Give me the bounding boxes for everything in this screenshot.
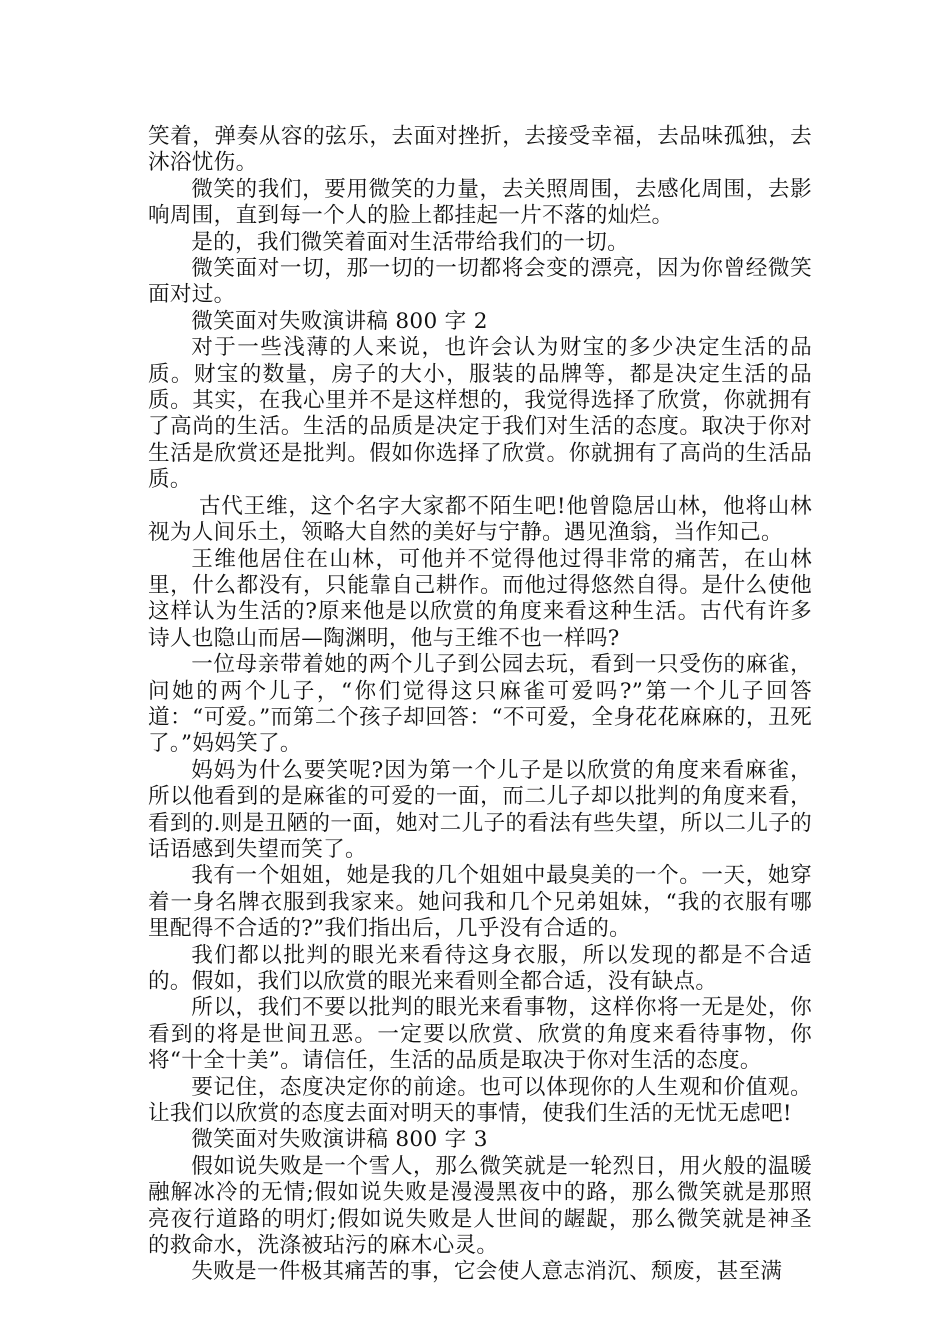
paragraph: 是的，我们微笑着面对生活带给我们的一切。 [191, 229, 630, 255]
document-body [148, 124, 812, 1286]
paragraph: 我有一个姐姐，她是我的几个姐姐中最臭美的一个。一天，她穿着一身名牌衣服到我家来。她问我和几个兄弟姐妹，“我的衣服有哪里配得不合适的?”我们指出后，几乎没有合适的。 [148, 863, 812, 942]
paragraph: 所以，我们不要以批判的眼光来看事物，这样你将一无是处，你看到的将是世间丑恶。一定要以欣赏、欣赏的角度来看待事物，你将“十全十美”。请信任，生活的品质是取决于你对生活的态度。 [148, 995, 812, 1074]
paragraph: 我们都以批判的眼光来看待这身衣服，所以发现的都是不合适的。假如，我们以欣赏的眼光来看则全都合适，没有缺点。 [148, 942, 812, 994]
paragraph: 假如说失败是一个雪人，那么微笑就是一轮烈日，用火般的温暖融解冰冷的无情;假如说失败是漫漫黑夜中的路，那么微笑就是那照亮夜行道路的明灯;假如说失败是人世间的龌龊，那么微笑就是神圣的救命水，洗涤被玷污的麻木心灵。 [148, 1153, 812, 1259]
paragraph: 失败是一件极其痛苦的事，它会使人意志消沉、颓废，甚至满 [191, 1259, 783, 1285]
paragraph: 王维他居住在山林，可他并不觉得他过得非常的痛苦，在山林里，什么都没有，只能靠自己耕作。而他过得悠然自得。是什么使他这样认为生活的?原来他是以欣赏的角度来看这种生活。古代有许多诗人也隐山而居—陶渊明，他与王维不也一样吗? [148, 546, 812, 651]
section-heading: 微笑面对失败演讲稿 800 字 2 [191, 308, 488, 334]
paragraph: 要记住，态度决定你的前途。也可以体现你的人生观和价值观。让我们以欣赏的态度去面对明天的事情，使我们生活的无忧无虑吧! [148, 1074, 812, 1127]
paragraph: 古代王维，这个名字大家都不陌生吧!他曾隐居山林，他将山林视为人间乐土，领略大自然的美好与宁静。遇见渔翁，当作知己。 [148, 493, 812, 546]
paragraph-continuation: 笑着，弹奏从容的弦乐，去面对挫折，去接受幸福，去品味孤独，去沐浴忧伤。 [148, 124, 812, 176]
section-heading: 微笑面对失败演讲稿 800 字 3 [191, 1127, 488, 1153]
paragraph: 对于一些浅薄的人来说，也许会认为财宝的多少决定生活的品质。财宝的数量，房子的大小，服装的品牌等，都是决定生活的品质。其实，在我心里并不是这样想的，我觉得选择了欣赏，你就拥有了高尚的生活。生活的品质是决定于我们对生活的态度。取决于你对生活是欣赏还是批判。假如你选择了欣赏。你就拥有了高尚的生活品质。 [148, 335, 812, 493]
paragraph: 一位母亲带着她的两个儿子到公园去玩，看到一只受伤的麻雀，问她的两个儿子，“你们觉得这只麻雀可爱吗?”第一个儿子回答道：“可爱。”而第二个孩子却回答：“不可爱，全身花花麻麻的，丑死了。”妈妈笑了。 [148, 652, 812, 757]
paragraph: 妈妈为什么要笑呢?因为第一个儿子是以欣赏的角度来看麻雀，所以他看到的是麻雀的可爱的一面，而二儿子却以批判的角度来看，看到的.则是丑陋的一面，她对二儿子的看法有些失望，所以二儿子的话语感到失望而笑了。 [148, 757, 812, 862]
paragraph: 微笑的我们，要用微笑的力量，去关照周围，去感化周围，去影响周围，直到每一个人的脸上都挂起一片不落的灿烂。 [148, 176, 812, 229]
paragraph: 微笑面对一切，那一切的一切都将会变的漂亮，因为你曾经微笑面对过。 [148, 256, 812, 308]
